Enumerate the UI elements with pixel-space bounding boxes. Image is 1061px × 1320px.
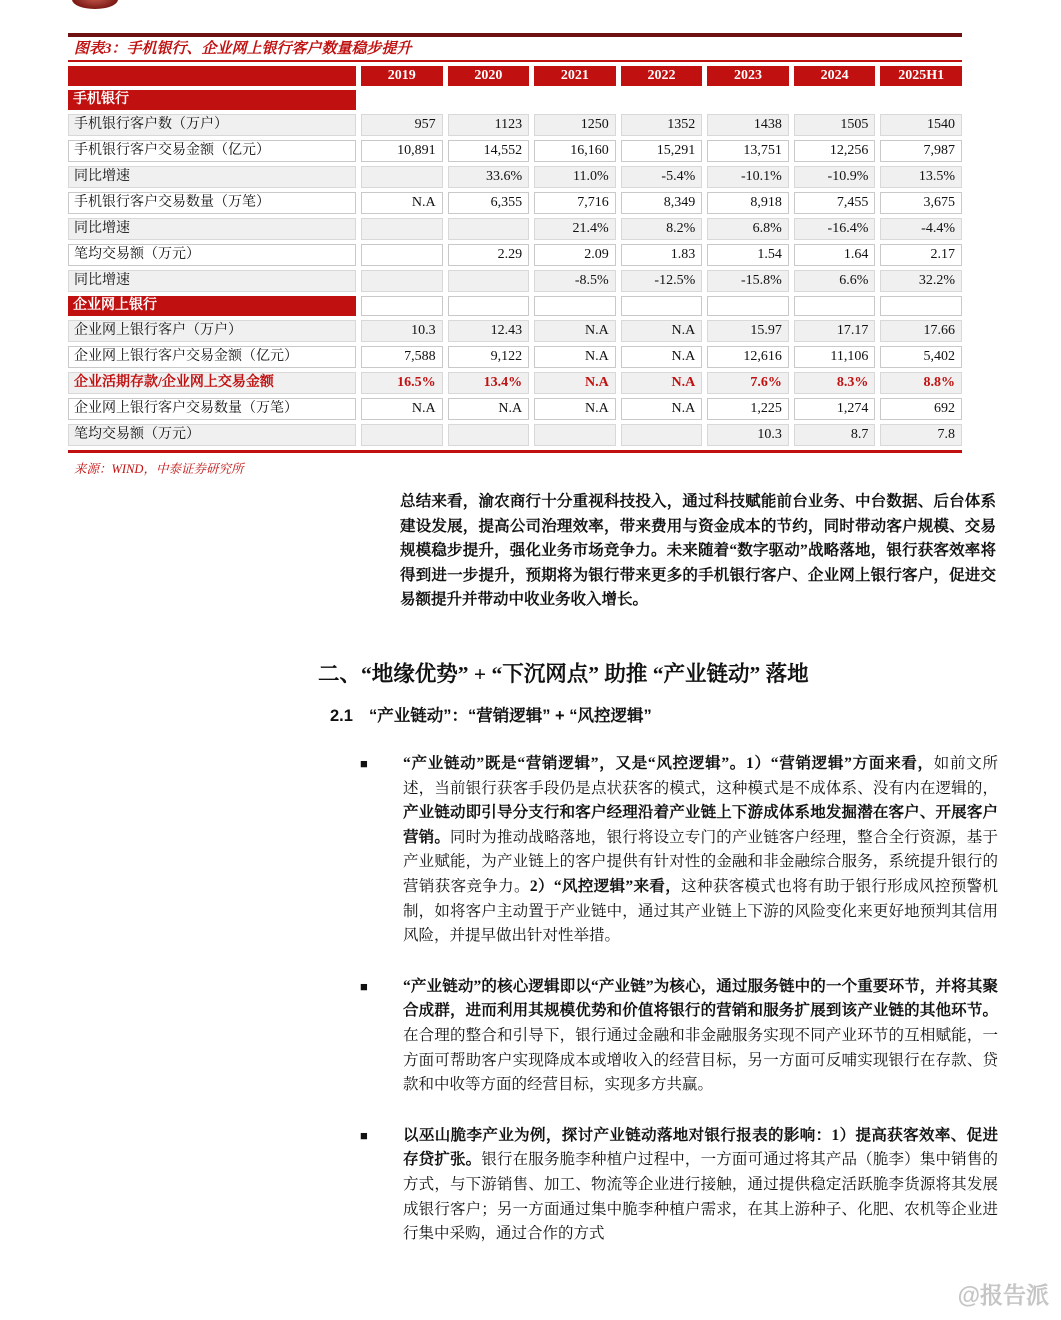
row-value-cell: -10.9% [794,166,876,188]
row-value-cell: 1.83 [621,244,703,266]
table-row [68,140,962,162]
row-value-cell [448,296,530,316]
bullet-text [403,1124,998,1247]
subsection-title: “产业链动”：“营销逻辑” + “风控逻辑” [368,707,652,725]
table-row [68,114,962,136]
row-value-cell [448,424,530,446]
row-value-cell: 6.6% [794,270,876,292]
row-value-cell: 1.64 [794,244,876,266]
row-value-cell [534,424,616,446]
row-value-cell: 13,751 [707,140,789,162]
table-header-cell: 2024 [794,66,876,86]
row-value-cell: 1352 [621,114,703,136]
row-value-cell: N.A [361,398,443,420]
table-row [68,90,962,110]
row-value-cell [361,166,443,188]
row-label-cell: 手机银行客户数（万户） [68,114,356,136]
row-value-cell: 957 [361,114,443,136]
row-value-cell: 11,106 [794,346,876,368]
table-header-corner [68,66,356,86]
row-value-cell: 1.54 [707,244,789,266]
row-value-cell: 32.2% [880,270,962,292]
row-value-cell: 6.8% [707,218,789,240]
section-heading: 二、“地缘优势” + “下沉网点” 助推 “产业链动” 落地 [318,662,809,686]
row-value-cell [534,90,616,110]
bullet-segment-bold: “产业链动”既是“营销逻辑”，又是“风控逻辑”。1）“营销逻辑”方面来看， [403,755,934,772]
row-value-cell: 8.7 [794,424,876,446]
bullet-segment-bold: 2）“风控逻辑”来看， [529,877,682,895]
table-row [68,424,962,446]
table-header-cell: 2022 [621,66,703,86]
row-label-cell: 企业活期存款/企业网上交易金额 [68,372,356,394]
row-value-cell [794,296,876,316]
row-value-cell: 1123 [448,114,530,136]
row-value-cell: 6,355 [448,192,530,214]
row-value-cell: 13.5% [880,166,962,188]
row-value-cell: 2.29 [448,244,530,266]
bullet-segment-bold: 以巫山脆李产业为例，探讨产业链动落地对银行报表的影响：1）提高获客效率、促进存贷扩张。 [403,1126,998,1169]
row-value-cell: 1,225 [707,398,789,420]
row-value-cell: 15.97 [707,320,789,342]
row-value-cell: 10.3 [361,320,443,342]
row-value-cell: 14,552 [448,140,530,162]
row-value-cell: 1250 [534,114,616,136]
row-value-cell: 1540 [880,114,962,136]
table-row [68,296,962,316]
row-value-cell: N.A [534,372,616,394]
row-label-cell: 企业网上银行客户交易金额（亿元） [68,346,356,368]
subsection-heading [330,702,652,726]
row-value-cell [707,90,789,110]
figure-title: 图表3：手机银行、企业网上银行客户数量稳步提升 [74,41,412,57]
row-value-cell: 8.2% [621,218,703,240]
row-value-cell: 17.17 [794,320,876,342]
row-label-cell: 企业网上银行客户交易数量（万笔） [68,398,356,420]
bullet-segment: 这种获客模式也将有助于银行形成风控预警机制，如将客户主动置于产业链中，通过其产业链上下游的风险变化来更好地预判其信用风险，并提早做出针对性举措。 [403,877,998,945]
row-value-cell: 33.6% [448,166,530,188]
source-note: 来源：WIND，中泰证券研究所 [74,462,244,476]
table-row [68,320,962,342]
row-value-cell [448,218,530,240]
row-value-cell [361,270,443,292]
row-value-cell: N.A [621,372,703,394]
bullet-square-icon: ■ [360,1127,368,1143]
row-value-cell: 7,588 [361,346,443,368]
row-label-cell: 同比增速 [68,270,356,292]
table-row [68,166,962,188]
bullet-segment: 同时为推动战略落地，银行将设立专门的产业链客户经理，整合全行资源，基于产业赋能，为产业链上的客户提供有针对性的金融和非金融综合服务，系统提升银行的营销获客竞争力。 [403,828,998,895]
row-label-cell: 笔均交易额（万元） [68,244,356,266]
row-value-cell [880,90,962,110]
row-value-cell: 7,987 [880,140,962,162]
row-value-cell: 2.17 [880,244,962,266]
row-value-cell: 8,349 [621,192,703,214]
row-value-cell [448,270,530,292]
row-value-cell: 7,716 [534,192,616,214]
row-label-cell: 同比增速 [68,166,356,188]
row-value-cell: 10.3 [707,424,789,446]
row-value-cell: 16,160 [534,140,616,162]
row-value-cell [707,296,789,316]
bullet-list [360,752,998,1273]
table-header-row [68,66,962,86]
row-value-cell: 8.3% [794,372,876,394]
row-value-cell: 12.43 [448,320,530,342]
row-label-cell: 企业网上银行 [68,296,356,316]
row-value-cell: 21.4% [534,218,616,240]
row-value-cell: 11.0% [534,166,616,188]
row-value-cell: 1505 [794,114,876,136]
table-row [68,192,962,214]
bullet-item [360,752,998,949]
bullet-segment: 在合理的整合和引导下，银行通过金融和非金融服务实现不同产业环节的互相赋能，一方面可帮助客户实现降成本或增收入的经营目标，另一方面可反哺实现银行在存款、贷款和中收等方面的经营目标，实现多方共赢。 [403,1026,998,1094]
figure-block [68,33,962,477]
subsection-number: 2.1 [330,707,353,725]
row-value-cell: 13.4% [448,372,530,394]
row-value-cell [361,90,443,110]
table-row [68,218,962,240]
row-value-cell [361,424,443,446]
row-value-cell: -8.5% [534,270,616,292]
figure-table [63,62,967,450]
row-label-cell: 手机银行客户交易数量（万笔） [68,192,356,214]
row-value-cell [361,296,443,316]
row-value-cell: 7.6% [707,372,789,394]
bullet-segment: 银行在服务脆李种植户过程中，一方面可通过将其产品（脆李）集中销售的方式，与下游销售、加工、物流等企业进行接触，通过提供稳定活跃脆李货源将其发展成银行客户；另一方面通过集中脆李种植户需求，在其上游种子、化肥、农机等企业进行集中采购，通过合作的方式 [403,1151,998,1243]
table-row [68,372,962,394]
row-value-cell: -15.8% [707,270,789,292]
row-value-cell: N.A [534,320,616,342]
row-value-cell [621,424,703,446]
row-value-cell: 8.8% [880,372,962,394]
row-value-cell [361,244,443,266]
row-value-cell: -16.4% [794,218,876,240]
row-value-cell: 12,256 [794,140,876,162]
table-header-cell: 2020 [448,66,530,86]
row-value-cell [621,90,703,110]
row-value-cell: 7,455 [794,192,876,214]
row-value-cell: -5.4% [621,166,703,188]
table-header-cell: 2019 [361,66,443,86]
row-value-cell: 17.66 [880,320,962,342]
row-value-cell [448,90,530,110]
row-value-cell: N.A [621,320,703,342]
bullet-item [360,1124,998,1247]
row-value-cell: N.A [534,346,616,368]
bullet-segment-bold: “产业链动”的核心逻辑即以“产业链”为核心，通过服务链中的一个重要环节，并将其聚合成群，进而利用其规模优势和价值将银行的营销和服务扩展到该产业链的其他环节。 [403,977,998,1020]
row-value-cell: N.A [361,192,443,214]
row-label-cell: 手机银行客户交易金额（亿元） [68,140,356,162]
row-value-cell: 2.09 [534,244,616,266]
row-value-cell [621,296,703,316]
watermark: @报告派 [957,1282,1049,1308]
bullet-text [403,752,998,949]
brand-logo-partial-icon [72,0,118,9]
table-row [68,346,962,368]
bullet-segment: 如前文所述，当前银行获客手段仍是点状获客的模式，这种模式是不成体系、没有内在逻辑的， [403,755,998,797]
row-value-cell [794,90,876,110]
row-value-cell: N.A [621,346,703,368]
row-label-cell: 同比增速 [68,218,356,240]
row-value-cell: 1,274 [794,398,876,420]
row-label-cell: 笔均交易额（万元） [68,424,356,446]
row-label-cell: 企业网上银行客户（万户） [68,320,356,342]
row-value-cell [361,218,443,240]
table-row [68,244,962,266]
row-value-cell: 15,291 [621,140,703,162]
bullet-square-icon: ■ [360,978,368,994]
row-value-cell: N.A [534,398,616,420]
bullet-item [360,975,998,1098]
table-header-cell: 2023 [707,66,789,86]
row-value-cell: 9,122 [448,346,530,368]
row-value-cell: 12,616 [707,346,789,368]
row-value-cell: 5,402 [880,346,962,368]
row-value-cell: 16.5% [361,372,443,394]
table-row [68,270,962,292]
row-value-cell: -10.1% [707,166,789,188]
row-value-cell: -4.4% [880,218,962,240]
row-value-cell: 10,891 [361,140,443,162]
table-row [68,398,962,420]
table-header-cell: 2025H1 [880,66,962,86]
row-value-cell [534,296,616,316]
bullet-square-icon: ■ [360,756,368,771]
bullet-text [403,975,998,1098]
row-value-cell: 8,918 [707,192,789,214]
row-value-cell: 1438 [707,114,789,136]
row-value-cell: -12.5% [621,270,703,292]
table-header-cell: 2021 [534,66,616,86]
bullet-segment-bold: 产业链动即引导分支行和客户经理沿着产业链上下游成体系地发掘潜在客户、开展客户营销。 [403,804,998,846]
row-value-cell: N.A [621,398,703,420]
summary-paragraph: 总结来看，渝农商行十分重视科技投入，通过科技赋能前台业务、中台数据、后台体系建设发展，提高公司治理效率，带来费用与资金成本的节约，同时带动客户规模、交易规模稳步提升，强化业务市场竞争力。未来随着“数字驱动”战略落地，银行获客效率将得到进一步提升，预期将为银行带来更多的手机银行客户、企业网上银行客户，促进交易额提升并带动中收业务收入增长。 [400,493,996,609]
row-value-cell: 7.8 [880,424,962,446]
figure-table-body [68,90,962,446]
row-value-cell: 692 [880,398,962,420]
row-value-cell: 3,675 [880,192,962,214]
row-value-cell [880,296,962,316]
row-label-cell: 手机银行 [68,90,356,110]
row-value-cell: N.A [448,398,530,420]
